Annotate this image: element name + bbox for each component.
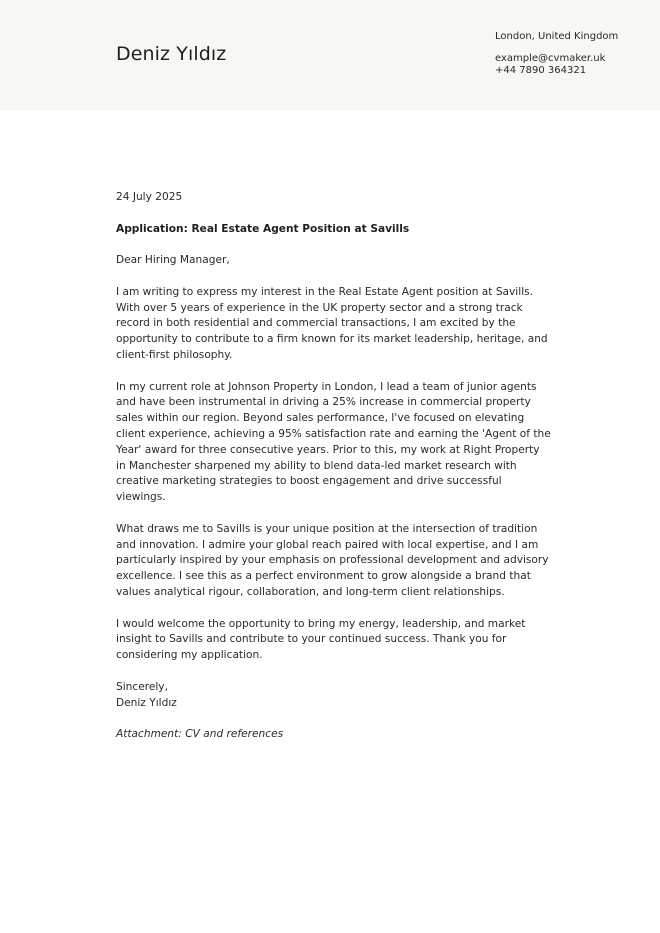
sender-name: Deniz Yıldız [116,43,227,65]
salutation: Dear Hiring Manager, [116,254,230,267]
attachment-note: Attachment: CV and references [116,728,284,741]
paragraph: What draws me to Savills is your unique position at the intersection of tradition and innovation. I admire your global reach paired with local expertise, and I am particularly inspired by your emphasis on professional development and advisory excellence. I see this as a perfect environment to grow alongside a brand that values analytical rigour, collaboration, and long-term client relationships. [116,522,549,598]
paragraph: I would welcome the opportunity to bring my energy, leadership, and market insight to Savills and contribute to your continued success. Thank you for considering my application. [116,617,526,662]
paragraph: In my current role at Johnson Property in London, I lead a team of junior agents and have been instrumental in driving a 25% increase in commercial property sales within our region. Beyond sales performance, I've focused on elevating client experience, achieving a 95% satisfaction rate and earning the 'Agent of the Year' award for three consecutive years. Prior to this, my work at Right Property in Manchester sharpened my ability to blend data-led market research with creative marketing strategies to boost engagement and drive successful viewings. [116,380,551,504]
phone-number: +44 7890 364321 [495,65,587,76]
letter-header [0,0,660,110]
contact-details [495,31,618,77]
paragraph: I am writing to express my interest in the Real Estate Agent position at Savills. With over 5 years of experience in the UK property sector and a strong track record in both residential and commercial transactions, I am excited by the opportunity to contribute to a firm known for its market leadership, heritage, and client-first philosophy. [116,285,548,361]
signature: Deniz Yıldız [116,696,177,709]
letter-date: 24 July 2025 [116,191,183,203]
closing-block [116,680,551,712]
letter-subject: Application: Real Estate Agent Position at Savills [116,222,410,235]
letter-body [116,190,551,759]
closing: Sincerely, [116,680,168,693]
location: London, United Kingdom [495,31,619,42]
email-link[interactable]: example@cvmaker.uk [495,53,606,64]
